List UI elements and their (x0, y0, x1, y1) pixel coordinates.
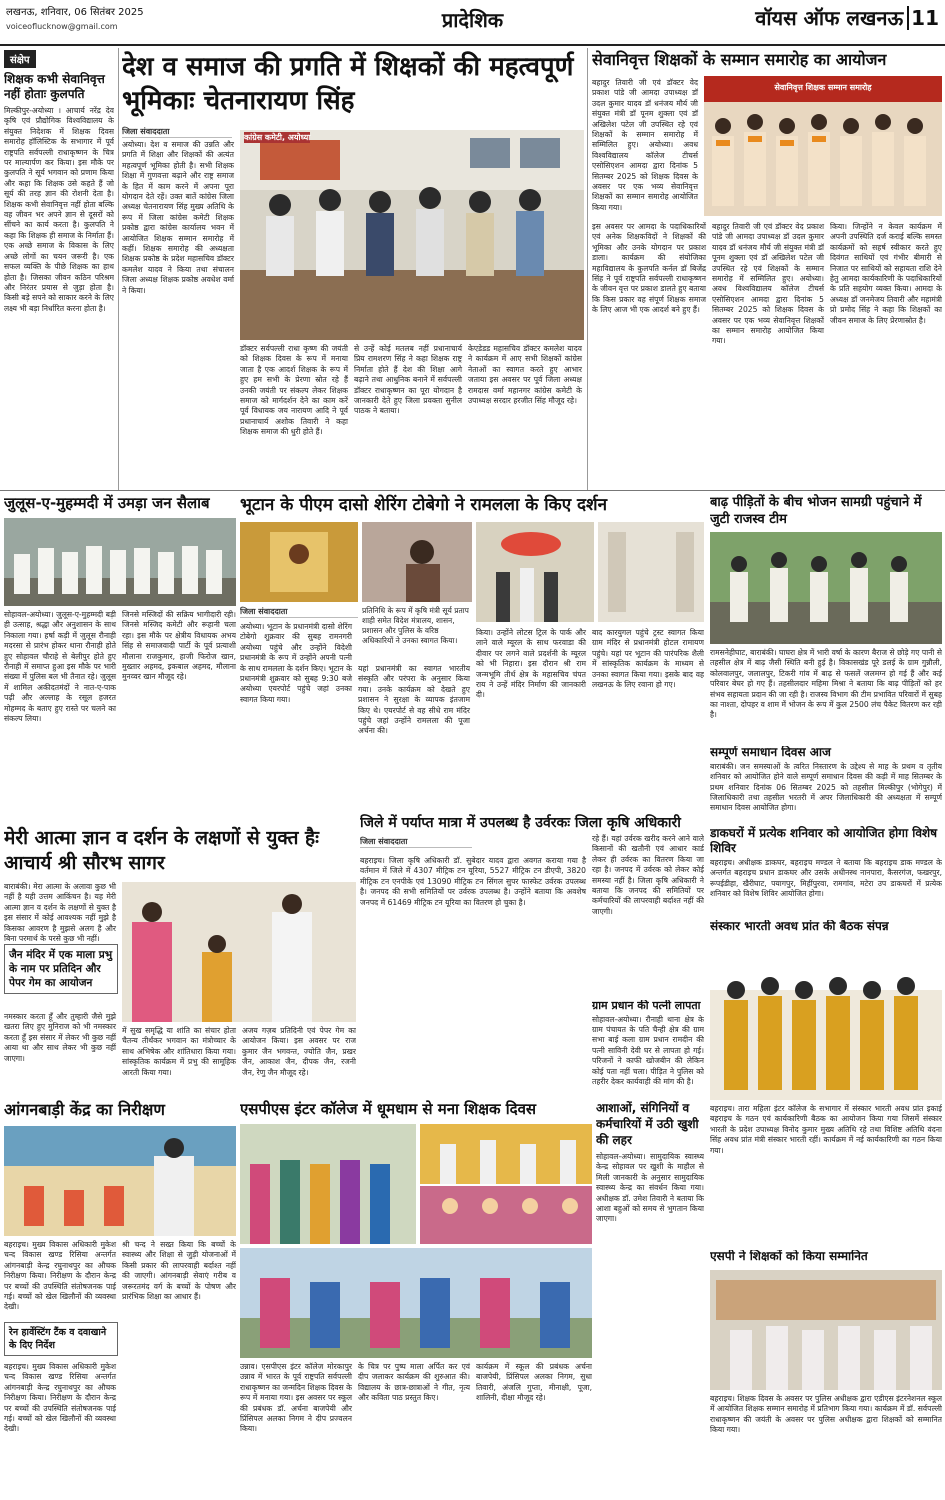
fert-col1: बहराइच। जिला कृषि अधिकारी डॉ. सुबेदार यादव द्वारा अवगत कराया गया है वर्तमान में जिले में 4307 मीट्रिक टन यूरिया, 5527 मीट्रिक टन डीएपी, 3820 मीट्रिक टन एनपीके एवं 13090 मीट्रिक टन सिंगल सुपर फास्फेट उर्वरक उपलब्ध है। जनपद की सभी समितियों पर उर्वरक उपलब्ध है। उन्होंने बताया कि अवशेष जनपद में 61469 मीट्रिक टन यूरिया का वितरण हो चुका है। (360, 856, 586, 907)
fert-credit: जिला संवाददाता (360, 836, 472, 848)
girls-photo (420, 1186, 592, 1244)
sps-col2: के चित्र पर पुष्प माला अर्पित कर एवं दीप जलाकर कार्यक्रम की शुरुआत की। विद्यालय के छात्र-छात्राओं ने गीत, नृत्य और कविता पाठ प्रस्तुत किए। (358, 1362, 470, 1403)
bhutan-caption: प्रतिनिधि के रूप में कृषि मंत्री सूर्य प्रताप शाही समेत विदेश मंत्रालय, शासन, प्रशासन और पुलिस के वरिष्ठ अधिकारियों ने उनका स्वागत किया। (362, 606, 469, 645)
celebration-photo (240, 1248, 592, 1358)
fert-col2: रहे हैं। यहां उर्वरक खरीद करने आने वाले किसानों की खतौनी एवं आधार कार्ड लेकर ही उर्वरक का वितरण किया जा रहा है। जनपद में उर्वरक को लेकर कोई समस्या नहीं है। जिला कृषि अधिकारी ने बताया कि जनपद की समितियों पर कर्मचारियों की लापरवाही बर्दाश्त नहीं की जाएगी। (592, 834, 704, 916)
anganwadi-col2: श्री चन्द ने सख्त किया कि बच्चों के स्वास्थ्य और शिक्षा से जुड़ी योजनाओं में किसी प्रकार की लापरवाही बर्दाश्त नहीं की जाएगी। आंगनबाड़ी सेवाएं गरीब व जरूरतमंद वर्ग के बच्चों के पोषण और प्रारंभिक शिक्षा का आधार हैं। (122, 1240, 236, 1302)
retire-col2b: बहादुर तिवारी जी एवं डॉक्टर वेद प्रकाश पांडे जी आमदा उपाध्यक्ष डॉ उदल कुमार यादव डॉ धनंजय मौर्य जी संयुक्त मंत्री डॉ पूनम शुक्ला एवं डॉ अखिलेश पटेल जी उपस्थित रहे एवं शिक्षकों के सम्मान समारोह में सम्मिलित हुए। अयोध्या। अवध विश्वविद्यालय कॉलेज टीचर्स एसोसिएशन आमदा द्वारा दिनांक 5 सितम्बर 2025 को शिक्षक दिवस के अवसर पर एक भव्य सेवानिवृत्त शिक्षकों का सम्मान समारोह आयोजित किया गया। (712, 222, 824, 346)
issue-date: लखनऊ, शनिवार, 06 सितंबर 2025 (6, 7, 144, 18)
asha-story (596, 1100, 704, 1496)
fert-story (360, 814, 704, 998)
visit-photo (476, 522, 594, 622)
retire-col3: किया। जिन्होंने न केवल कार्यक्रम में अपनी उपस्थिति दर्ज कराई बल्कि समस्त कार्यक्रमों को सहर्ष स्वीकार करते हुए दिवंगत साथियों एवं गंभीर बीमारी से निजात पर साथियों को सहायता राशि देने हेतु आमदा कार्यकारिणी के पदाधिकारियों के प्रति सहयोग व्यक्त किया। आमदा के अध्यक्ष डॉ जनमेजय तिवारी और महामंत्री प्रो प्रमोद सिंह ने कहा कि शिक्षकों का जीवन समाज के लिए प्रेरणास्रोत है। (830, 222, 942, 325)
gram-body: सोहावल-अयोध्या। रौनाही थाना क्षेत्र के ग्राम पंचायत के पति चैन्ही क्षेत्र की ग्राम सभा बाई कला ग्राम प्रधान रामदीन की पत्नी साविनी देवी घर से लापता हो गई। परिजनों ने काफी खोजबीन की लेकिन कोई पता नहीं चला। पीड़ित ने पुलिस को तहरीर देकर कार्यवाही की मांग की है। (592, 1014, 704, 1087)
saurabh-story (4, 826, 356, 1096)
saurabh-col1: बाराबंकी। मेरा आत्मा के अलावा कुछ भी नहीं है यही उत्तम आकिंचन है। यह मेरी आत्मा ज्ञान व दर्शन के लक्षणों से युक्त है इस संसार में कोई आवश्यक नहीं मुझे है किसका आवरण है मुझसे अलग है और बिना परमार्थ के परसे कुछ भी नहीं। (4, 882, 116, 944)
bhutan-col4: बाद कारयुगल पहुंचे ट्रस्ट स्वागत किया ग्राम मंदिर से प्रधानमंत्री होटल रामायण पहुंचे। यहां पर भूटान की पारंपरिक शैली में सांस्कृतिक कार्यक्रम के माध्यम से उनका स्वागत किया गया। इसके बाद वह लखनऊ के लिए रवाना हो गए। (592, 628, 704, 690)
flood-headline: बाढ़ पीड़ितों के बीच भोजन सामग्री पहुंचाने में जुटी राजस्व टीम (710, 495, 922, 527)
lead-col2: डॉक्टर सर्वपल्ली राधा कृष्ण की जयंती को शिक्षक दिवस के रूप में मनाया जाता है एक आदर्श शिक्षक के रूप में हुए हम सभी के प्रेरणा स्रोत रहे हैं उनकी जयंती पर संकल्प लेकर शिक्षक समाज को मार्गदर्शन देने का काम करें पूर्व विधायक जय नारायण आदि ने पूर्व प्रधानाचार्य अशोक तिवारी ने कहा शिक्षक समाज की धुरी होते हैं। (240, 344, 348, 437)
sps-col3: कार्यक्रम में स्कूल की प्रबंधक अर्चना बाजपेयी, प्रिंसिपल अलका निगम, सुधा तिवारी, अंजलि गुप्ता, मीनाक्षी, पूजा, शालिनी, दीक्षा मौजूद रहे। (476, 1362, 592, 1403)
flood-story (710, 494, 942, 744)
saurabh-headline: मेरी आत्मा ज्ञान व दर्शन के लक्षणों से युक्त हैः आचार्य श्री सौरभ सागर (4, 827, 319, 874)
asha-headline: आशाओं, संगिनियों व कर्मचारियों में उठी खुशी की लहर (596, 1101, 699, 1147)
anganwadi-col1: बहराइच। मुख्य विकास अधिकारी मुकेश चन्द विकास खण्ड रिसिया अन्तर्गत आंगनबाड़ी केन्द्र रघुनाथपुर का औचक निरीक्षण किया। निरीक्षण के दौरान केन्द्र पर बच्चों की उपस्थिति संतोषजनक पाई गई। बच्चों को खेल खिलौनों की व्यवस्था देखी। (4, 1240, 116, 1312)
saurabh-pullquote: जैन मंदिर में एक माला प्रभु के नाम पर प्रतिदिन और पेपर गेम का आयोजन (4, 944, 118, 994)
sanskar-photo (710, 940, 942, 1100)
sanskar-headline: संस्कार भारती अवध प्रांत की बैठक संपन्न (710, 920, 889, 933)
retire-col1: बहादुर तिवारी जी एवं डॉक्टर वेद प्रकाश पांडे जी आमदा उपाध्यक्ष डॉ उदल कुमार यादव डॉ धनंजय मौर्य जी संयुक्त मंत्री डॉ पूनम शुक्ला एवं डॉ अखिलेश पटेल जी उपस्थित रहे एवं शिक्षकों के सम्मान समारोह में सम्मिलित हुए। अयोध्या। अवध विश्वविद्यालय कॉलेज टीचर्स एसोसिएशन आमदा द्वारा दिनांक 5 सितम्बर 2025 को शिक्षक दिवस के अवसर पर एक भव्य सेवानिवृत्त शिक्षकों का सम्मान समारोह आयोजित किया गया। (592, 78, 698, 212)
julus-col2: जिनसे मस्जिदों की सक्रिय भागीदारी रही। जिनसे मस्जिद कमेटी और रूहानी चला रहा। इस मौके पर क्षेत्रीय विधायक अभय सिंह से समाजवादी पार्टी के पूर्व प्रत्याशी मौलाना राजकुमार, हाजी फिरोज खान, मुख्तार अहमद, इकबाल अहमद, मौलाना मुनव्वर खान मौजूद रहे। (122, 610, 236, 682)
saurabh-photo (122, 882, 356, 1022)
lead-col4: केएडेडड महासचिव डॉक्टर कमलेश यादव ने कार्यक्रम में आए सभी शिक्षकों कांग्रेस नेताओं का स्वागत करते हुए आभार जताया इस अवसर पर पूर्व जिला अध्यक्ष रामदास वर्मा महानगर कांग्रेस कमेटी के उपाध्यक्ष सरदार हरजीत सिंह मौजूद रहे। (468, 344, 582, 406)
sps-story (240, 1100, 592, 1496)
julus-photo (4, 518, 236, 606)
masthead (0, 0, 945, 46)
contact-email: voiceoflucknow@gmail.com (6, 22, 118, 31)
sankshep-tag: संक्षेप (4, 50, 36, 68)
pm-prayer-photo (362, 522, 472, 602)
temple-interior-photo (598, 522, 704, 622)
bhutan-col2: यहां प्रधानमंत्री का स्वागत भारतीय संस्कृति और परंपरा के अनुसार किया गया। उनके कार्यक्रम को देखते हुए प्रशासन ने सुरक्षा के व्यापक इंतजाम किए थे। एयरपोर्ट से वह सीधे राम मंदिर पहुंचे जहां उन्होंने रामलला की पूजा अर्चना की। (358, 664, 470, 736)
procession-photo (4, 518, 236, 606)
paper-name (755, 4, 939, 31)
section-divider (0, 490, 945, 491)
meeting-photo (710, 940, 942, 1100)
sp-photo (710, 1270, 942, 1390)
lead-col1: अयोध्या। देश व समाज की उन्नति और प्रगति में शिक्षा और शिक्षकों की अत्यंत महत्वपूर्ण भूमिका होती है। सभी शिक्षक शिक्षा में गुणवत्ता बढ़ाने और राष्ट्र समाज के हित में काम करने में अपना पूरा योगदान देते रहें। उक्त बातें कांग्रेस जिला अध्यक्ष चेतनारायण सिंह मुख्य अतिथि के रूप में जिला कांग्रेस कमेटी शिक्षक प्रकोष्ठ द्वारा कांग्रेस कार्यालय भवन में आयोजित शिक्षक सम्मान समारोह में कहीं। शिक्षक समारोह की अध्यक्षता शिक्षक प्रकोष्ठ के प्रदेश महासचिव डॉक्टर कमलेश यादव ने किया तथा संचालन जिला अध्यक्ष शिक्षक प्रकोष्ठ अवधेश वर्मा ने किया। (122, 140, 234, 295)
children-centre-photo (4, 1126, 236, 1236)
sps-photo-3 (420, 1186, 592, 1244)
page-number: 11 (907, 6, 939, 30)
sps-photo-1 (240, 1124, 416, 1244)
sankshep-column (4, 48, 114, 488)
dakghar-story (710, 826, 942, 918)
retire-col2: इस अवसर पर आमदा के पदाधिकारियों एवं अनेक शिक्षकविदों ने शिक्षकों की भूमिका और उनके योगदान पर प्रकाश डाला। कार्यक्रम की संयोजिका महाविद्यालय के कुलपति कर्नल डॉ बिजेंद्र सिंह ने पूर्व राष्ट्रपति सर्वपल्ली राधाकृष्णन के जीवन वृत्त पर प्रकाश डालते हुए बताया कि किस प्रकार वह संपूर्ण शिक्षक समाज के लिए आज भी एक आदर्श बने हुए हैं। (592, 222, 706, 315)
samadhan-story (710, 746, 942, 824)
bhutan-col3: किया। उन्होंने लोटस ट्रिल के पार्क और लाने वाले म्यूरल के साथ फरवाडा की दीवार पर लगने वाले प्रदर्शनी के म्यूरल को भी निहारा। इस दौरान श्री राम जन्मभूमि तीर्थ क्षेत्र के महासचिव चंपत राय ने उन्हें मंदिर निर्माण की जानकारी दी। (476, 628, 586, 700)
retire-banner-text: सेवानिवृत्त शिक्षक सम्मान समारोह (774, 83, 872, 92)
saurabh-col2: नमस्कार करता हूँ और तुम्हारी जैसे मुझे खतरा लिए हुए मुनिराज को भी नमस्कार करता हूँ इस संसार में लेकर भी कुछ नहीं आया था और साथ लेकर भी कुछ नहीं जाएगा। (4, 1012, 116, 1063)
asha-body: सोहावल-अयोध्या। सामुदायिक स्वास्थ्य केन्द्र सोहावल पर खुशी के माहौल से मिली जानकारी के अनुसार सामुदायिक स्वास्थ्य केन्द्र का संवर्धन किया गया। अधीक्षक डॉ. उमेश तिवारी ने बताया कि आशा बहुओं को समय से भुगतान किया जाएगा। (596, 1152, 704, 1224)
food-distribution-photo (710, 532, 942, 644)
lead-col3: से उन्हें कोई मतलब नहीं प्रधानाचार्य प्रिय रामशरण सिंह ने कहा शिक्षक राष्ट्र निर्माता होते हैं देश की शिक्षा आगे बढ़ाने तथा आधुनिक बनाने में सर्वपल्ली डॉक्टर राधाकृष्णन का पूरा योगदान है जानकारी देते हुए जिला प्रवक्ता सुनील पाठक ने बताया। (354, 344, 462, 416)
flood-photo (710, 532, 942, 644)
sps-photo-2 (420, 1124, 592, 1184)
lead-photo (240, 130, 584, 340)
column-rule (587, 48, 588, 490)
gram-headline: ग्राम प्रधान की पत्नी लापता (592, 1000, 701, 1012)
bhutan-headline: भूटान के पीएम दासो शेरिंग टोबेगो ने रामलला के किए दर्शन (240, 495, 608, 515)
dakghar-headline: डाकघरों में प्रत्येक शनिवार को आयोजित होगा विशेष शिविर (710, 826, 938, 855)
saurabh-col4: अजय गज़ब प्रतिदिनी एवं पेपर गेम का आयोजन किया। इस अवसर पर राज कुमार जैन भगवन्त, ज्योति जैन, प्रखर जैन, आकाश जैन, दीपक जैन, रजनी जैन, रेणु जैन मौजूद रहे। (242, 1026, 356, 1077)
sps-col1: उन्नाव। एसपीएस इंटर कॉलेज मोरकापुर उन्नाव में भारत के पूर्व राष्ट्रपति सर्वपल्ली राधाकृष्णन का जन्मदिन शिक्षक दिवस के रूप में मनाया गया। इस अवसर पर स्कूल की प्रबंधक डॉ. अर्चना बाजपेयी और प्रिंसिपल अलका निगम ने दीप प्रज्वलन किया। (240, 1362, 352, 1434)
julus-headline: जुलूस-ए-मुहम्मदी में उमड़ा जन सैलाब (4, 494, 210, 512)
sp-ceremony-photo (710, 1270, 942, 1390)
bhutan-story (240, 494, 704, 810)
sanskar-story (710, 920, 942, 1246)
temple-photo (240, 522, 358, 602)
sanskar-body: बहराइच। तारा महिला इंटर कॉलेज के सभागार में संस्कार भारती अवध प्रांत इकाई बहराइच के गठन एवं कार्यकारिणी बैठक का आयोजन किया गया जिसमें संस्कार भारती के प्रदेश उपाध्यक्ष विनोद कुमार मुख्य अतिथि रहे तथा विशिष्ट अतिथि वंदना सिंह अवध प्रांत मंत्री संस्कार भारती रहीं। कार्यक्रम में नई कार्यकारिणी का गठन किया गया। (710, 1104, 942, 1155)
anganwadi-photo (4, 1126, 236, 1236)
dakghar-body: बहराइच। अधीक्षक डाकघर, बहराइच मण्डल ने बताया कि बहराइच डाक मण्डल के अन्तर्गत बहराइच प्रधान डाकघर और उसके अधीनस्थ नानपारा, कैसरगंज, फखरपुर, रूपईडीहा, खैरीघाट, पयागपुर, मिहींपुरवा, रामगांव, मटेरा उप डाकघरों में प्रत्येक शनिवार को विशेष शिविर आयोजित होगा। (710, 858, 942, 899)
sankshep-headline: शिक्षक कभी सेवानिवृत्त नहीं होताः कुलपति (4, 72, 105, 101)
teachers-photo (240, 1124, 416, 1244)
sps-photo-4 (240, 1248, 592, 1358)
fert-headline: जिले में पर्याप्त मात्रा में उपलब्ध है उर्वरकः जिला कृषि अधिकारी (360, 815, 681, 831)
retire-story (592, 50, 942, 490)
section-title: प्रादेशिक (441, 8, 504, 32)
anganwadi-col1b: बहराइच। मुख्य विकास अधिकारी मुकेश चन्द विकास खण्ड रिसिया अन्तर्गत आंगनबाड़ी केन्द्र रघुनाथपुर का औचक निरीक्षण किया। निरीक्षण के दौरान केन्द्र पर बच्चों की उपस्थिति संतोषजनक पाई गई। बच्चों को खेल खिलौनों की व्यवस्था देखी। (4, 1362, 116, 1434)
sps-headline: एसपीएस इंटर कॉलेज में धूमधाम से मना शिक्षक दिवस (240, 1100, 537, 1118)
lead-headline: देश व समाज की प्रगति में शिक्षकों की महत्वपूर्ण भूमिकाः चेतनारायण सिंह (122, 52, 574, 116)
sp-headline: एसपी ने शिक्षकों को किया सम्मानित (710, 1250, 868, 1263)
julus-col1: सोहावल-अयोध्या। जुलूस-ए-मुहम्मदी बड़ी ही उत्साह, श्रद्धा और अनुशासन के साथ निकाला गया। हर्षा कड़ी में जुलूस रौनाही मदरसा से प्रारंभ होकर थाना रौनाही होते हुए सोहावल चौराहे से बेलीपुर होते हुए रौनाही में समाप्त हुआ इस मौके पर भारी संख्या में पुलिस बल भी तैनात रहे। जुलूस में शामिल अकीदतमंदों ने नात-ए-पाक पढ़ी और अल्लाह के रसूल हजरत मोहम्मद के बताए हुए रास्ते पर चलने का संकल्प लिया। (4, 610, 116, 724)
sankshep-body: मिल्कीपुर-अयोध्या । आचार्य नरेंद्र देव कृषि एवं प्रौद्योगिक विश्वविद्यालय के संयुक्त निदेशक में शिक्षक दिवस समारोह हॉलिस्टिक के सभागार में पूर्व राष्ट्रपति सर्वपल्ली राधाकृष्णन के चित्र पर माल्यार्पण कर किया। इस मौके पर कुलपति ने सूर्य भगवान को प्रणाम किया और कहा कि शिक्षक उसे कहते हैं जो सूर्य की तरह ज्ञान की रोशनी देता है। शिक्षक कभी सेवानिवृत्त नहीं होता बल्कि वह जीवन भर अपने ज्ञान से दूसरों को सींचने का कार्य करता है। कुलपति ने कहा कि शिक्षक ही समाज के निर्माता हैं। एक अच्छे समाज के विकास के लिए अच्छे लोगों का चयन जरूरी है। एक सफल व्यक्ति के पीछे शिक्षक का हाथ होता है। जिसका जीवन कठिन परिश्रम और निरंतर प्रयास से जुड़ा होता है। किसी बड़े सपने को साकार करने के लिए लक्ष्य भी बड़ा निर्धारित करना होता है। (4, 106, 114, 313)
lead-story (122, 50, 584, 490)
julus-story (4, 494, 236, 824)
bhutan-col1: अयोध्या। भूटान के प्रधानमंत्री दासो शेरिंग टोबेगो शुक्रवार की सुबह रामनगरी अयोध्या पहुंचे और उन्होंने विदेशी प्रधानमंत्री के रूप में उन्होंने अपनी पत्नी के साथ रामलला के दर्शन किए। भूटान के प्रधानमंत्री शुक्रवार को सुबह 9:30 बजे अयोध्या एयरपोर्ट पहुंचे जहां उनका स्वागत किया गया। (240, 622, 352, 704)
felicitation-photo (704, 76, 942, 216)
jain-ceremony-photo (122, 882, 356, 1022)
bhutan-photo-ram (240, 522, 358, 602)
bhutan-photo-prayer (362, 522, 472, 602)
stage-photo (420, 1124, 592, 1184)
saurabh-col3: में सुख समृद्धि या शांति का संचार होता चैतन्य तीर्थंकर भगवान का मंत्रोच्चार के साथ अभिषेक और शांतिधारा किया गया। सांस्कृतिक कार्यक्रम में प्रभु की सामूहिक आरती किया गया। (122, 1026, 236, 1077)
retire-headline: सेवानिवृत्त शिक्षकों के सम्मान समारोह का आयोजन (592, 50, 887, 69)
samadhan-headline: सम्पूर्ण समाधान दिवस आज (710, 746, 831, 759)
anganwadi-pullquote: रेन हार्वेस्टिंग टैंक व दवाखाने के दिए निर्देश (4, 1322, 118, 1356)
paper-title: वॉयस ऑफ लखनऊ (755, 6, 904, 30)
anganwadi-story (4, 1100, 236, 1496)
anganwadi-headline: आंगनबाड़ी केंद्र का निरीक्षण (4, 1100, 165, 1119)
photo-sign: कांग्रेस कमेटी, अयोध्या (244, 133, 311, 142)
bhutan-photo-visit (476, 522, 594, 622)
bhutan-photo-temple (598, 522, 704, 622)
column-rule (118, 48, 119, 490)
flood-body: रामसनेहीघाट, बाराबंकी। घाघरा क्षेत्र में भारी वर्षा के कारण बैराज से छोड़े गए पानी से तहसील क्षेत्र में बाढ़ जैसी स्थिति बनी हुई है। विकासखंड पूरे डलई के ग्राम गुन्नौली, कोलवालपुर, जलालपुर, टिकरी गांव में बाढ़ से फसलें जलमग्न हो गई हैं और कई परिवार बेघर हो गए हैं। तहसीलदार महिमा मिश्रा ने बताया कि बाढ़ पीड़ितों को हर संभव सहायता प्रदान की जा रही है। राजस्व विभाग की टीम प्रभावित परिवारों में सुबह का नाश्ता, दोपहर व शाम में भोजन के रूप में कुल 2500 लंच पैकेट वितरण कर रही है। (710, 648, 942, 720)
samadhan-body: बाराबंकी। जन समस्याओं के त्वरित निस्तारण के उद्देश्य से माह के प्रथम व तृतीय शनिवार को आयोजित होने वाले सम्पूर्ण समाधान दिवस की कड़ी में माह सितम्बर के प्रथम शनिवार दिनांक 06 सितम्बर 2025 को तहसील मिल्कीपुर (भोगेपुर) में जिलाधिकारी तथा तहसील भरतरी में अपर जिलाधिकारी की अध्यक्षता में सम्पूर्ण समाधान दिवस आयोजित होगा। (710, 761, 942, 813)
sp-body: बहराइच। शिक्षक दिवस के अवसर पर पुलिस अधीक्षक द्वारा एडीएस इंटरनेशनल स्कूल में आयोजित शिक्षक सम्मान समारोह में प्रतिभाग किया गया। कार्यक्रम में डॉ. सर्वपल्ली राधाकृष्णन की जयंती के अवसर पर पुलिस अधीक्षक द्वारा शिक्षकों को सम्मानित किया गया। (710, 1394, 942, 1435)
retire-photo (704, 76, 942, 216)
teachers-group-photo (240, 130, 584, 340)
gram-story (592, 1000, 704, 1096)
lead-credit: जिला संवाददाता (122, 126, 232, 138)
bhutan-credit: जिला संवाददाता (240, 606, 358, 618)
sp-story (710, 1250, 942, 1496)
